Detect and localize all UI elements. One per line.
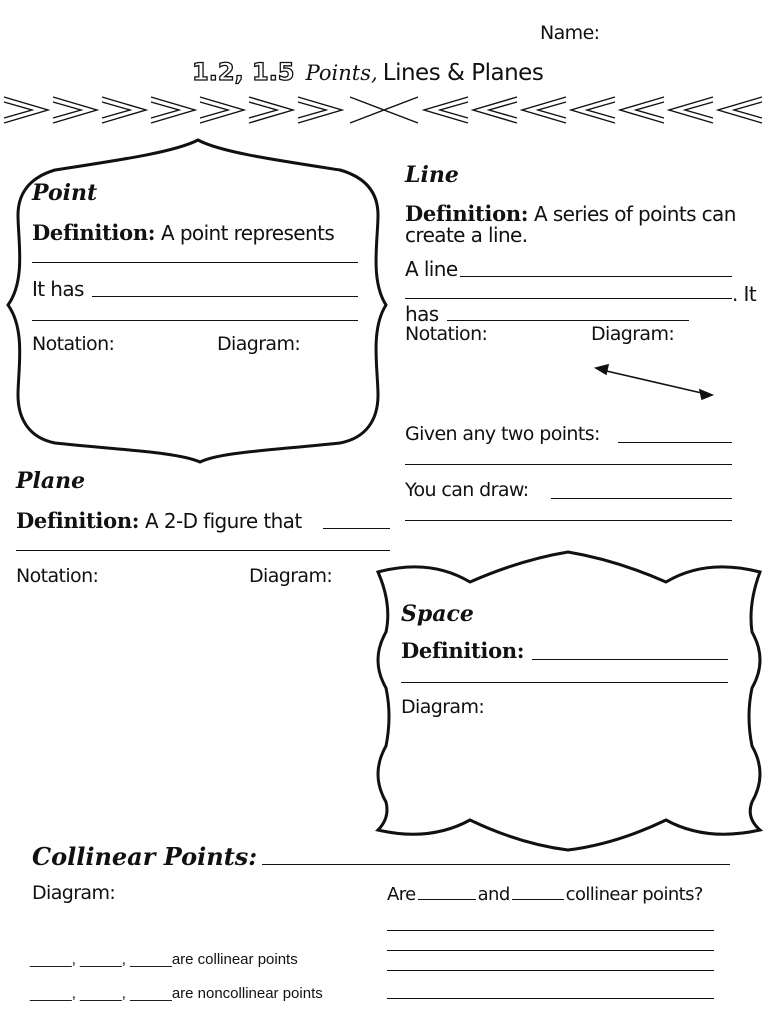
collinear-heading: Collinear Points: <box>32 842 258 871</box>
space-definition-blank[interactable] <box>532 659 728 660</box>
plane-heading: Plane <box>16 468 86 494</box>
point-heading: Point <box>32 180 98 206</box>
title-rest: Lines & Planes <box>382 60 544 86</box>
point-has-blank-2[interactable] <box>32 320 358 321</box>
space-diagram-label: Diagram: <box>401 696 485 718</box>
point-diagram-label: Diagram: <box>217 333 301 355</box>
plane-diagram-label: Diagram: <box>249 565 333 587</box>
collinear-points-blanks[interactable]: _____, _____, _____ <box>30 951 172 968</box>
line-draw-label: You can draw: <box>405 479 529 501</box>
point-definition-blank[interactable] <box>32 262 358 263</box>
line-has-label: has <box>405 302 439 326</box>
line-given-blank-2[interactable] <box>405 464 732 465</box>
collinear-definition-blank[interactable] <box>262 864 730 865</box>
line-it-label: . It <box>732 282 757 306</box>
collinear-blank-a[interactable] <box>418 899 476 900</box>
point-definition-label: Definition: <box>32 220 156 245</box>
noncollinear-points-blanks[interactable]: _____, _____, _____ <box>30 985 172 1002</box>
plane-definition-text: A 2-D figure that <box>145 509 302 533</box>
line-diagram-arrow <box>596 365 712 399</box>
collinear-are-label: Are <box>387 884 416 905</box>
plane-definition-blank[interactable] <box>323 528 390 529</box>
noncollinear-points-row <box>30 985 323 1002</box>
noncollinear-points-label: are noncollinear points <box>171 985 323 1002</box>
plane-definition <box>16 508 302 533</box>
plane-notation-label: Notation: <box>16 565 99 587</box>
space-definition-blank-2[interactable] <box>401 682 728 683</box>
line-draw-blank[interactable] <box>551 498 732 499</box>
collinear-answer-line-3[interactable] <box>387 970 714 971</box>
space-heading: Space <box>401 601 474 627</box>
point-notation-label: Notation: <box>32 333 115 355</box>
plane-definition-label: Definition: <box>16 508 140 533</box>
space-definition-label: Definition: <box>401 638 525 663</box>
line-definition-2: create a line. <box>405 223 528 247</box>
collinear-diagram-label: Diagram: <box>32 882 116 904</box>
collinear-answer-line-1[interactable] <box>387 930 714 931</box>
point-has-label: It has <box>32 277 84 301</box>
collinear-blank-b[interactable] <box>512 899 564 900</box>
line-heading: Line <box>405 162 459 188</box>
line-a-line-label: A line <box>405 257 458 281</box>
chevron-border <box>4 97 762 123</box>
collinear-and-label: and <box>477 884 510 905</box>
line-given-label: Given any two points: <box>405 423 600 445</box>
point-definition <box>32 220 334 245</box>
line-given-blank[interactable] <box>618 442 732 443</box>
line-a-line-blank-2[interactable] <box>405 298 732 299</box>
collinear-points-row <box>30 951 298 968</box>
line-draw-blank-2[interactable] <box>405 520 732 521</box>
plane-definition-blank-2[interactable] <box>16 550 390 551</box>
collinear-points-label: are collinear points <box>171 951 298 968</box>
point-has-blank[interactable] <box>92 296 358 297</box>
line-notation-label: Notation: <box>405 323 488 345</box>
line-has-blank[interactable] <box>447 320 689 321</box>
line-definition-text-1: A series of points can <box>534 202 736 226</box>
point-definition-text: A point represents <box>161 221 335 245</box>
name-label: Name: <box>540 22 600 44</box>
title-points: Points, <box>305 61 378 85</box>
collinear-answer-line-2[interactable] <box>387 950 714 951</box>
collinear-answer-line-4[interactable] <box>387 998 714 999</box>
collinear-question-label: collinear points? <box>565 884 703 905</box>
collinear-question <box>387 884 703 905</box>
line-a-line-blank[interactable] <box>460 276 732 277</box>
title-numbers: 1.2, 1.5 <box>192 58 295 86</box>
line-definition-label: Definition: <box>405 201 529 226</box>
line-diagram-label: Diagram: <box>591 323 675 345</box>
